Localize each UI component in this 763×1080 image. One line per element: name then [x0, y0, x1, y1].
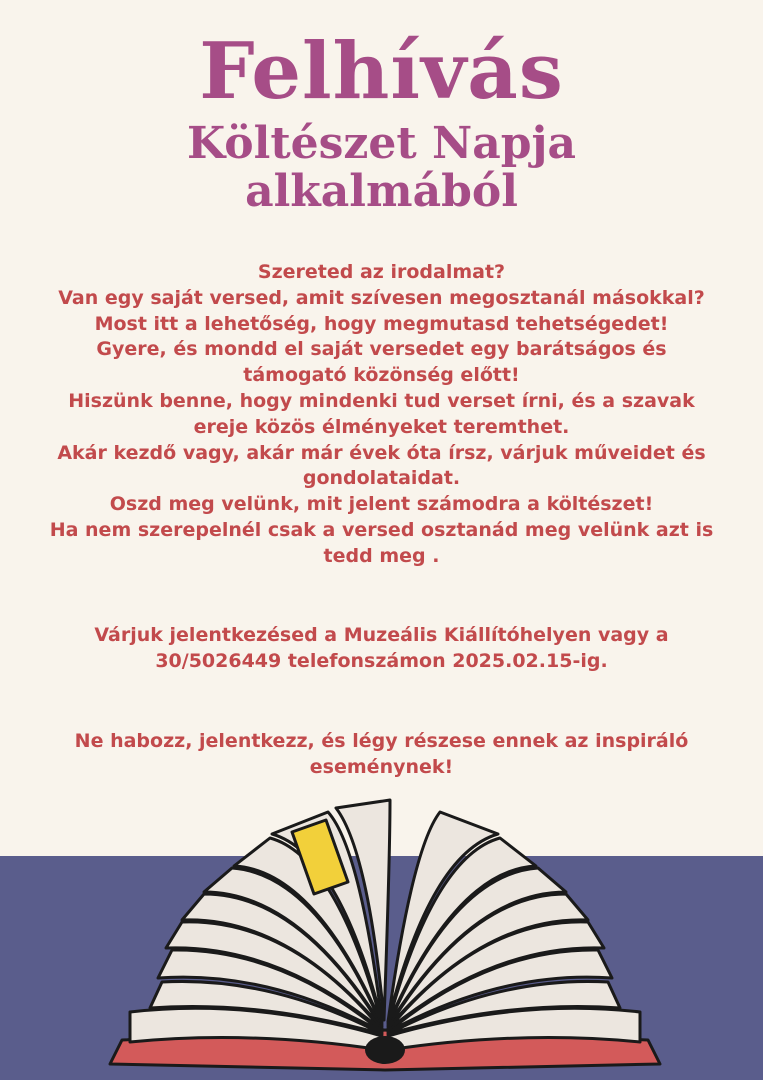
text-line: ereje közös élményeket teremthet.	[193, 415, 570, 438]
subtitle-line: alkalmából	[245, 166, 518, 217]
text-line: Hiszünk benne, hogy mindenki tud verset írni, és a szavak	[68, 389, 695, 412]
closing-text	[20, 728, 743, 780]
open-book-icon	[100, 798, 670, 1080]
invitation-text	[20, 260, 743, 570]
text-line: Ne habozz, jelentkezz, és légy részese ennek az inspiráló	[74, 730, 689, 752]
text-line: Ha nem szerepelnél csak a versed osztanád meg velünk azt is	[49, 518, 714, 541]
text-line: Most itt a lehetőség, hogy megmutasd tehetségedet!	[94, 312, 669, 335]
text-line: 30/5026449 telefonszámon 2025.02.15-ig.	[155, 650, 608, 672]
text-line: tedd meg .	[323, 544, 440, 567]
text-line: Várjuk jelentkezésed a Muzeális Kiállítóhelyen vagy a	[94, 624, 669, 646]
subtitle-line: Költészet Napja	[187, 118, 576, 169]
text-line: gondolataidat.	[302, 467, 461, 490]
text-line: Gyere, és mondd el saját versedet egy barátságos és	[96, 338, 667, 361]
text-line: Van egy saját versed, amit szívesen megosztanál másokkal?	[58, 286, 705, 309]
deadline-text	[20, 622, 743, 674]
book-spine	[365, 1036, 405, 1064]
text-line: támogató közönség előtt!	[243, 364, 520, 387]
text-line: Oszd meg velünk, mit jelent számodra a költészet!	[109, 493, 654, 516]
text-line: Szereted az irodalmat?	[257, 261, 506, 283]
text-line: eseménynek!	[309, 756, 454, 778]
poster-title: Felhívás	[199, 26, 564, 117]
poster-subtitle	[0, 120, 763, 216]
text-line: Akár kezdő vagy, akár már évek óta írsz, várjuk műveidet és	[57, 441, 706, 464]
